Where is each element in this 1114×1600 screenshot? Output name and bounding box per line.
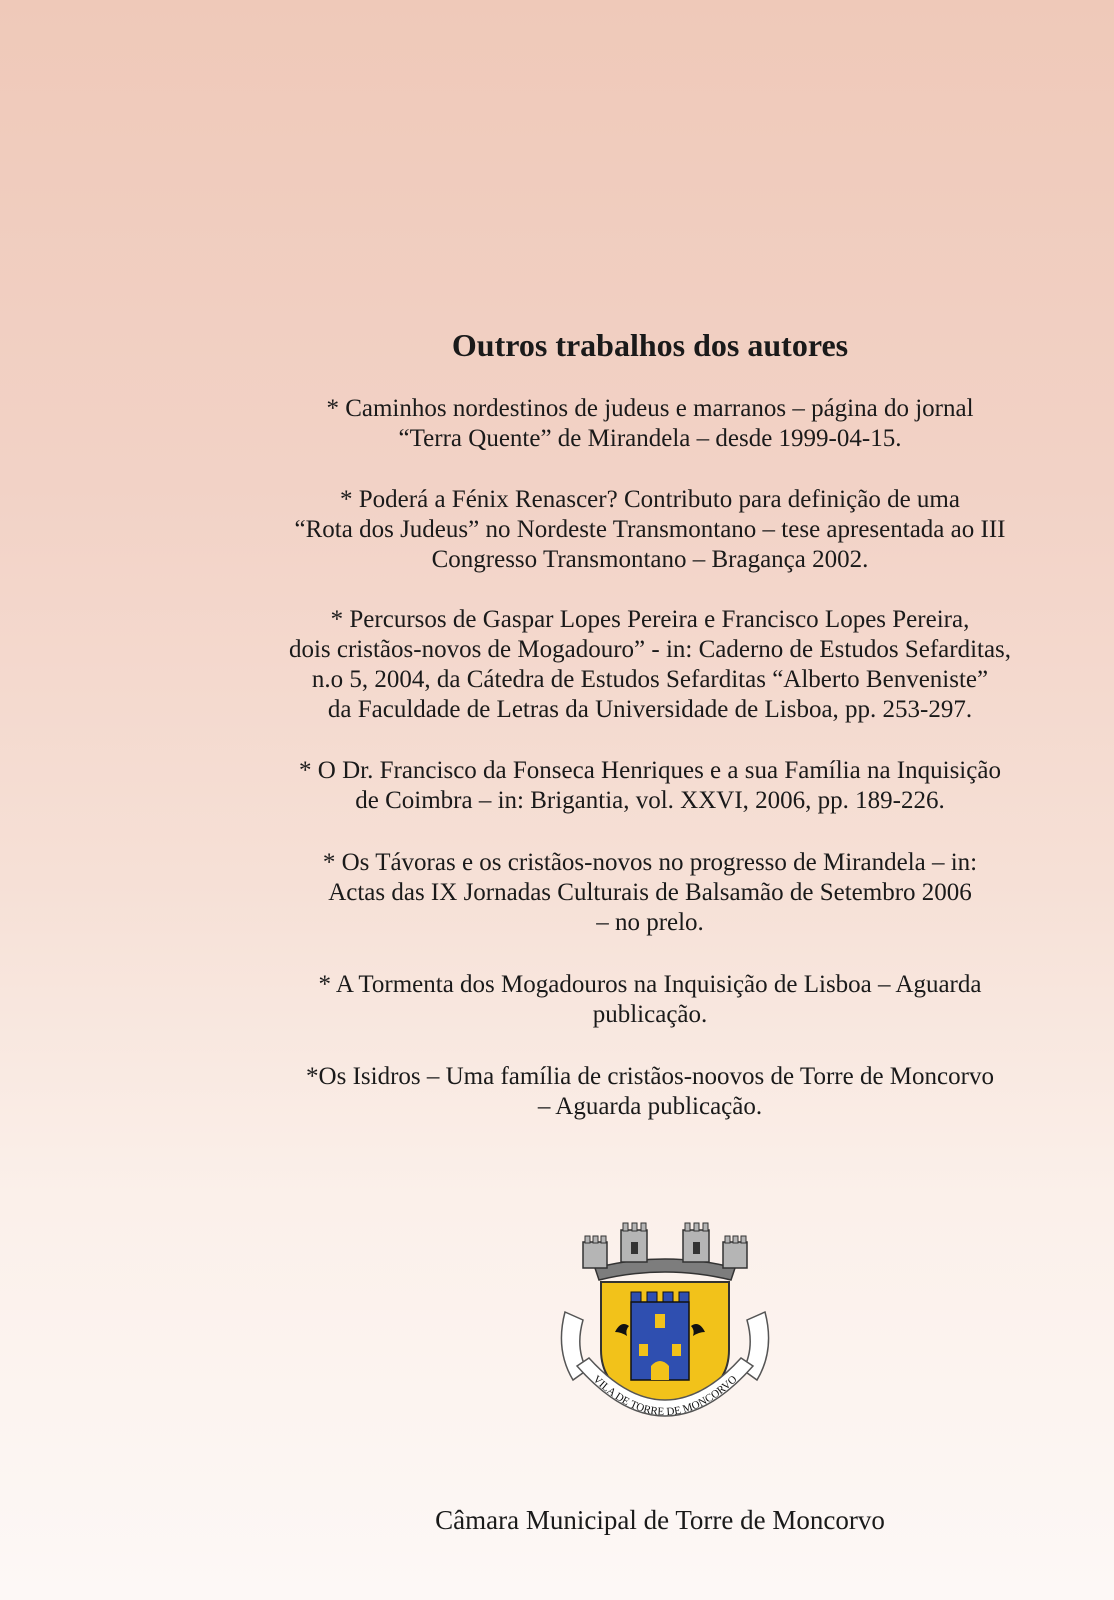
entry-line: – no prelo. — [596, 909, 704, 936]
entry-line: “Terra Quente” de Mirandela – desde 1999-04-15. — [398, 425, 902, 452]
entry-line: publicação. — [592, 1001, 708, 1028]
entry-line: Congresso Transmontano – Bragança 2002. — [431, 546, 869, 573]
work-entry — [200, 1062, 1100, 1122]
entry-line: – Aguarda publicação. — [537, 1093, 763, 1120]
work-entry — [200, 756, 1100, 816]
work-entry — [200, 394, 1100, 454]
municipal-crest-icon — [555, 1220, 775, 1450]
entry-line: * Poderá a Fénix Renascer? Contributo para definição de uma — [340, 486, 960, 513]
entry-line: “Rota dos Judeus” no Nordeste Transmontano – tese apresentada ao III — [294, 516, 1006, 543]
entry-line: Actas das IX Jornadas Culturais de Balsamão de Setembro 2006 — [328, 879, 972, 906]
footer-publisher: Câmara Municipal de Torre de Moncorvo — [435, 1505, 885, 1535]
work-entry — [200, 970, 1100, 1030]
entry-line: *Os Isidros – Uma família de cristãos-noovos de Torre de Moncorvo — [306, 1063, 994, 1090]
entry-line: de Coimbra – in: Brigantia, vol. XXVI, 2006, pp. 189-226. — [355, 787, 945, 814]
page-title: Outros trabalhos dos autores — [451, 327, 849, 363]
work-entry — [200, 605, 1100, 725]
entry-line: * Percursos de Gaspar Lopes Pereira e Francisco Lopes Pereira, — [330, 606, 970, 633]
entry-line: * O Dr. Francisco da Fonseca Henriques e a sua Família na Inquisição — [299, 757, 1001, 784]
work-entry — [200, 848, 1100, 938]
crest-motto: VILA DE TORRE DE MONCORVO — [590, 1373, 740, 1419]
entry-line: n.o 5, 2004, da Cátedra de Estudos Sefarditas “Alberto Benveniste” — [311, 666, 989, 693]
mural-crown — [583, 1223, 747, 1280]
entry-line: * A Tormenta dos Mogadouros na Inquisição de Lisboa – Aguarda — [318, 971, 982, 998]
entry-line: dois cristãos-novos de Mogadouro” - in: Caderno de Estudos Sefarditas, — [288, 636, 1012, 663]
tower — [631, 1292, 689, 1380]
work-entry — [200, 485, 1100, 575]
entry-line: da Faculdade de Letras da Universidade de Lisboa, pp. 253-297. — [327, 696, 973, 723]
entry-line: * Caminhos nordestinos de judeus e marranos – página do jornal — [326, 395, 974, 422]
entry-line: * Os Távoras e os cristãos-novos no progresso de Mirandela – in: — [322, 849, 978, 876]
